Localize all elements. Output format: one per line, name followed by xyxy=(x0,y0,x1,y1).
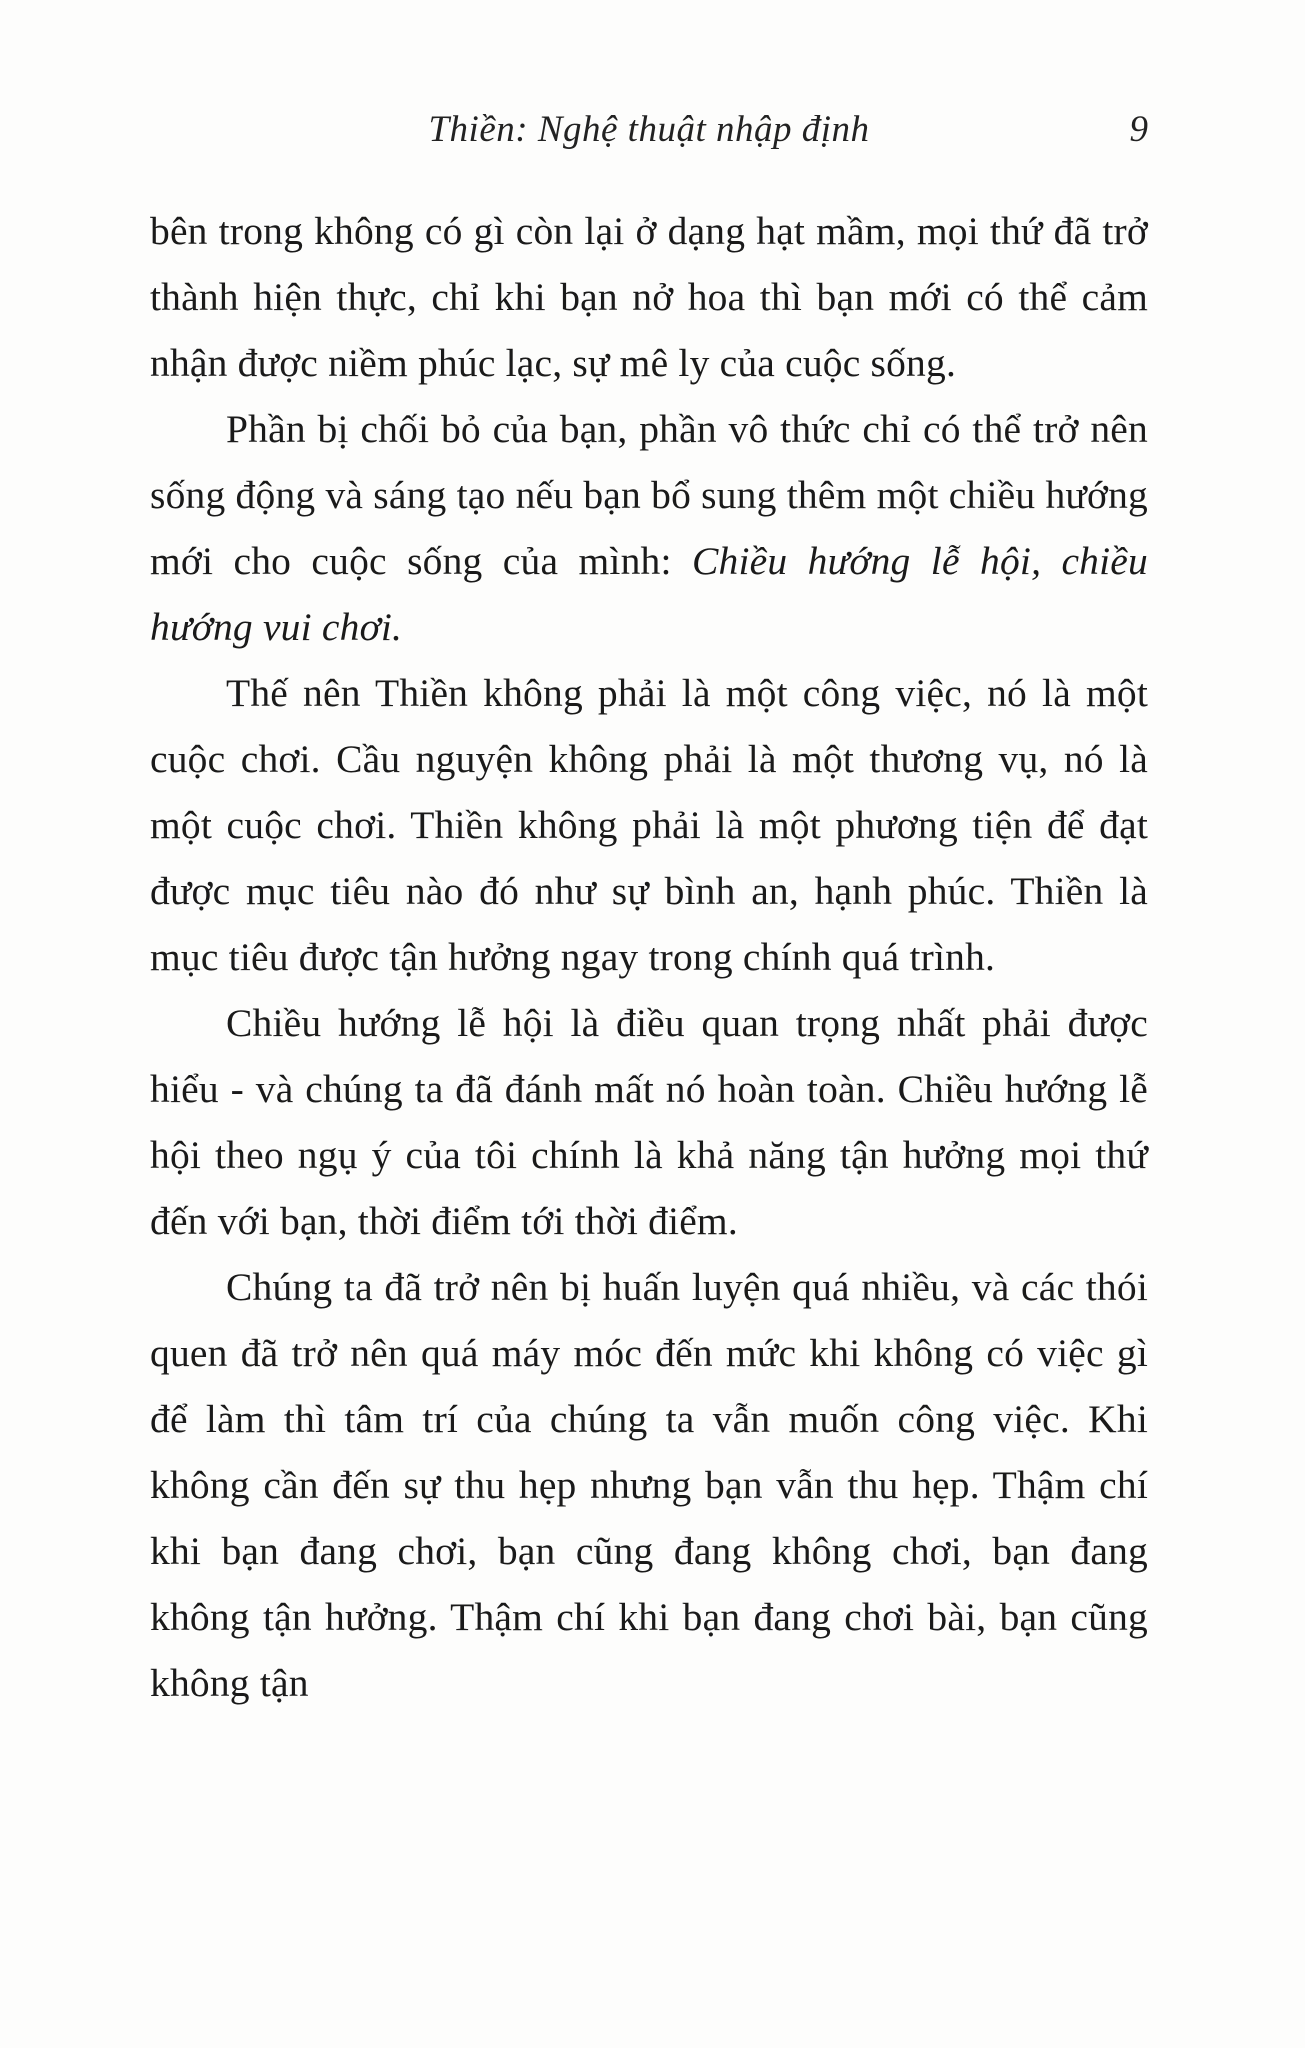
paragraph xyxy=(150,660,1148,990)
paragraph-text: Thế nên Thiền không phải là một công việc, nó là một cuộc chơi. Cầu nguyện không phải là một thương vụ, nó là một cuộc chơi. Thiền không phải là một phương tiện để đạt được mục tiêu nào đó như sự bình an, hạnh phúc. Thiền là mục tiêu được tận hưởng ngay trong chính quá trình. xyxy=(150,671,1148,979)
running-title: Thiền: Nghệ thuật nhập định xyxy=(428,109,870,150)
paragraph-text: Chiều hướng lễ hội là điều quan trọng nhất phải được hiểu - và chúng ta đã đánh mất nó hoàn toàn. Chiều hướng lễ hội theo ngụ ý của tôi chính là khả năng tận hưởng mọi thứ đến với bạn, thời điểm tới thời điểm. xyxy=(150,1001,1148,1243)
paragraph-continued xyxy=(150,198,1148,396)
paragraph-text: Chúng ta đã trở nên bị huấn luyện quá nhiều, và các thói quen đã trở nên quá máy móc đến mức khi không có việc gì để làm thì tâm trí của chúng ta vẫn muốn công việc. Khi không cần đến sự thu hẹp nhưng bạn vẫn thu hẹp. Thậm chí khi bạn đang chơi, bạn cũng đang không chơi, bạn đang không tận hưởng. Thậm chí khi bạn đang chơi bài, bạn cũng không tận xyxy=(150,1265,1148,1705)
page-body xyxy=(150,198,1148,1716)
page-header xyxy=(150,100,1148,160)
page-number: 9 xyxy=(1129,109,1148,150)
paragraph-text: Phần bị chối bỏ của bạn, phần vô thức chỉ có thể trở nên sống động và sáng tạo nếu bạn bổ sung thêm một chiều hướng mới cho cuộc sống của mình: xyxy=(150,407,1148,583)
italic-phrase: Chiều hướng lễ hội, chiều hướng vui chơi. xyxy=(150,539,1148,649)
paragraph xyxy=(150,396,1148,660)
paragraph xyxy=(150,990,1148,1254)
paragraph xyxy=(150,1254,1148,1716)
paragraph-text: bên trong không có gì còn lại ở dạng hạt mầm, mọi thứ đã trở thành hiện thực, chỉ khi bạn nở hoa thì bạn mới có thể cảm nhận được niềm phúc lạc, sự mê ly của cuộc sống. xyxy=(150,209,1148,385)
